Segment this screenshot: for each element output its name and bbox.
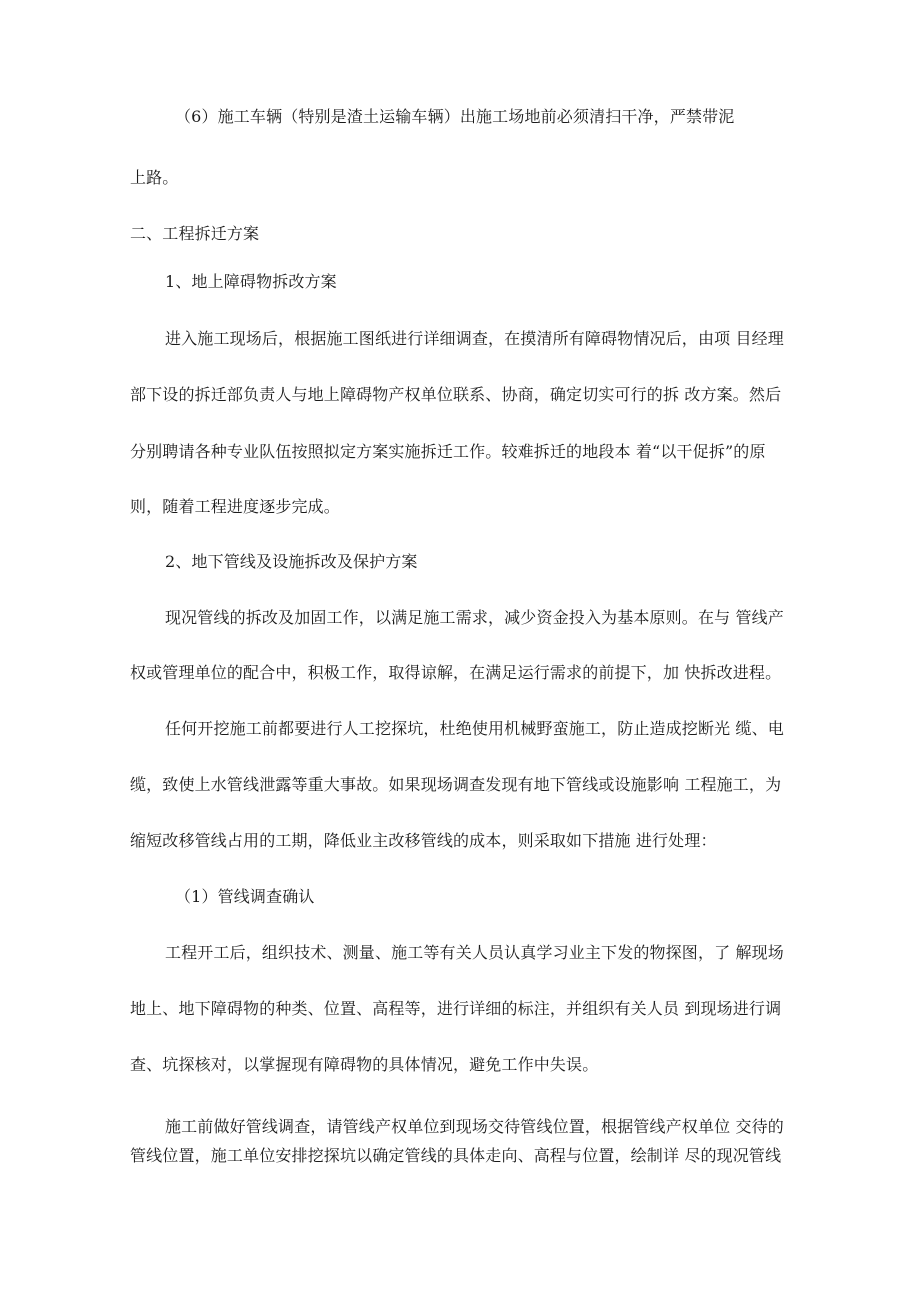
paragraph-excavation-line-3: 缩短改移管线占用的工期，降低业主改移管线的成本，则采取如下措施 进行处理： [130, 831, 717, 850]
paragraph-survey-line-2: 地上、地下障碍物的种类、位置、高程等，进行详细的标注，并组织有关人员 到现场进行调 [130, 999, 782, 1018]
paragraph-item-6-line-1: （6）施工车辆（特别是渣土运输车辆）出施工场地前必须清扫干净，严禁带泥 [175, 107, 735, 126]
paragraph-above-ground-line-2: 部下设的拆迁部负责人与地上障碍物产权单位联系、协商，确定切实可行的拆 改方案。然后 [130, 385, 782, 404]
paragraph-pipeline-relocation-line-2: 权或管理单位的配合中，积极工作，取得谅解，在满足运行需求的前提下，加 快拆改进程。 [130, 663, 782, 682]
subheading-pipeline-survey: （1）管线调查确认 [175, 887, 315, 906]
paragraph-pre-construction-line-2: 管线位置，施工单位安排挖探坑以确定管线的具体走向、高程与位置，绘制详 尽的现况管线 [130, 1146, 782, 1165]
paragraph-excavation-line-2: 缆，致使上水管线泄露等重大事故。如果现场调查发现有地下管线或设施影响 工程施工，为 [130, 775, 782, 794]
paragraph-pipeline-relocation-line-1: 现况管线的拆改及加固工作，以满足施工需求，减少资金投入为基本原则。在与 管线产 [165, 608, 784, 627]
paragraph-survey-line-3: 查、坑探核对，以掌握现有障碍物的具体情况，避免工作中失误。 [130, 1055, 599, 1074]
subheading-above-ground-obstacles: 1、地上障碍物拆改方案 [165, 272, 337, 291]
section-heading-demolition-plan: 二、工程拆迁方案 [130, 224, 260, 243]
paragraph-pre-construction-line-1: 施工前做好管线调查，请管线产权单位到现场交待管线位置，根据管线产权单位 交待的 [165, 1117, 784, 1136]
paragraph-above-ground-line-1: 进入施工现场后，根据施工图纸进行详细调查，在摸清所有障碍物情况后，由项 目经理 [165, 329, 784, 348]
paragraph-above-ground-line-3: 分别聘请各种专业队伍按照拟定方案实施拆迁工作。较难拆迁的地段本 着“以干促拆”的原 [130, 442, 766, 461]
paragraph-excavation-line-1: 任何开挖施工前都要进行人工挖探坑，杜绝使用机械野蛮施工，防止造成挖断光 缆、电 [165, 719, 784, 738]
paragraph-survey-line-1: 工程开工后，组织技术、测量、施工等有关人员认真学习业主下发的物探图，了 解现场 [165, 943, 784, 962]
paragraph-above-ground-line-4: 则，随着工程进度逐步完成。 [130, 497, 340, 516]
paragraph-item-6-line-2: 上路。 [130, 168, 179, 187]
subheading-underground-pipelines: 2、地下管线及设施拆改及保护方案 [165, 552, 418, 571]
